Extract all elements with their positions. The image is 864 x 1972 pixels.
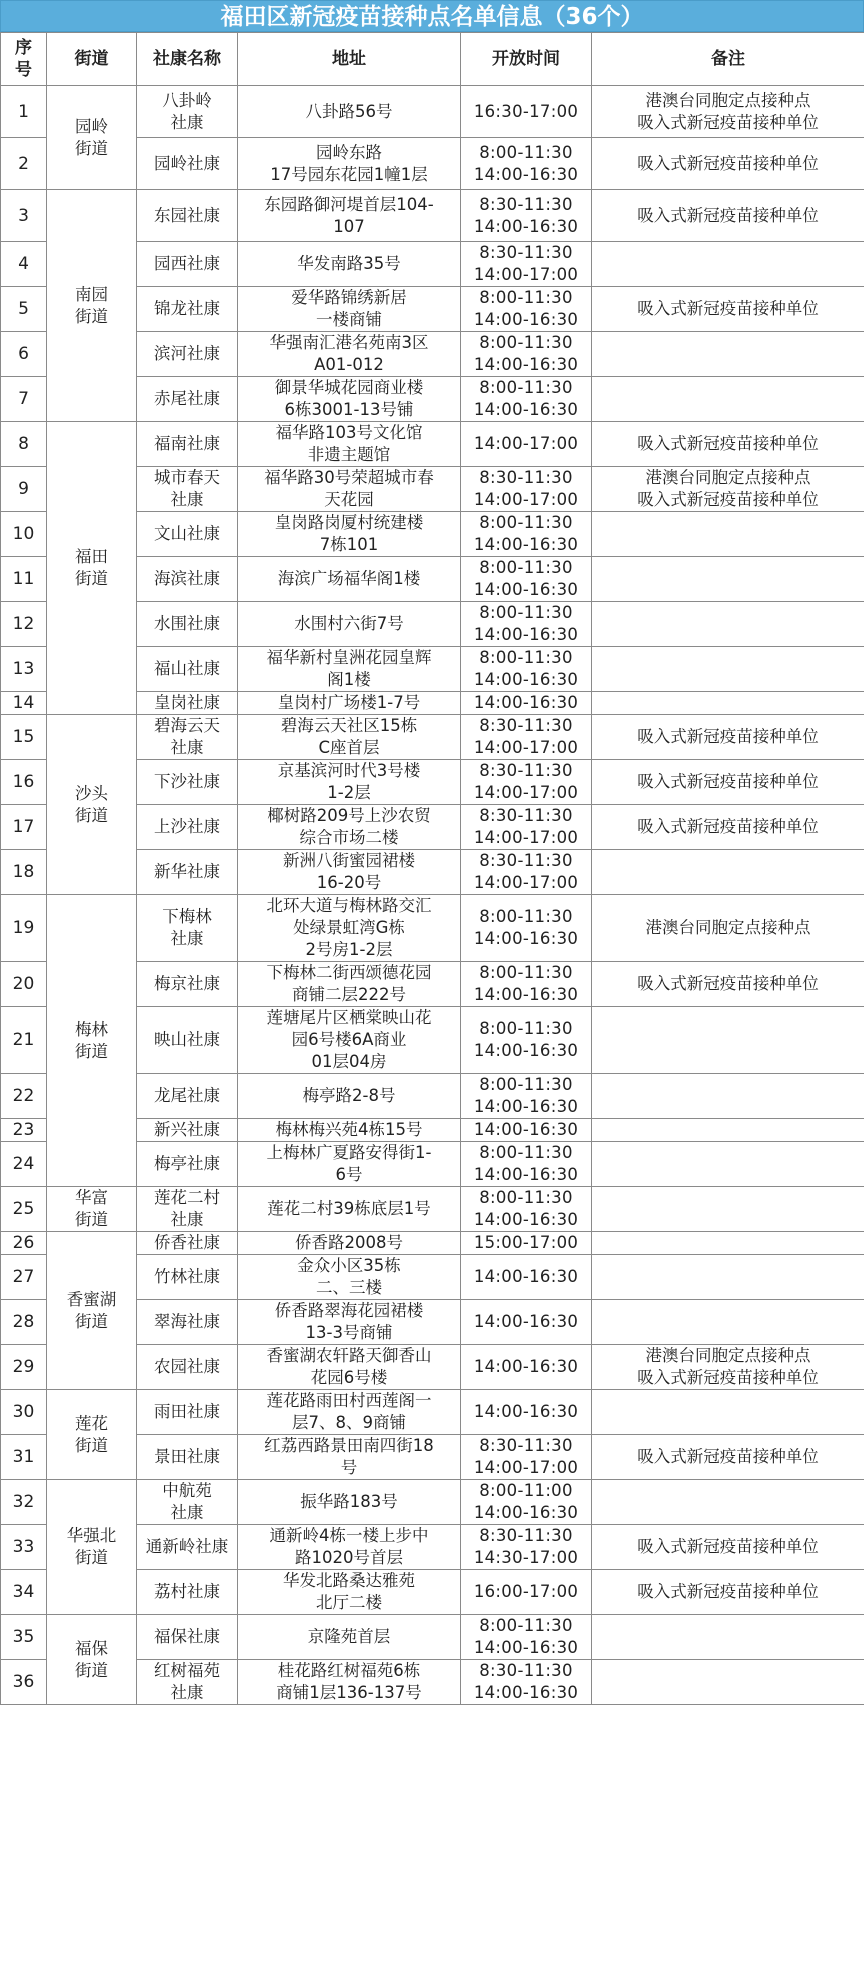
open-hours: 8:00-11:30 14:00-16:30 [461,602,592,647]
open-hours: 8:30-11:30 14:00-16:30 [461,1660,592,1705]
row-index: 12 [1,602,47,647]
site-name: 景田社康 [137,1435,238,1480]
site-name: 滨河社康 [137,332,238,377]
open-hours: 14:00-16:30 [461,1255,592,1300]
site-note [592,377,864,422]
site-note [592,1255,864,1300]
site-address: 侨香路翠海花园裙楼 13-3号商铺 [238,1300,461,1345]
site-note [592,602,864,647]
row-index: 9 [1,467,47,512]
site-name: 上沙社康 [137,805,238,850]
site-note [592,1187,864,1232]
site-address: 海滨广场福华阁1楼 [238,557,461,602]
site-name: 莲花二村 社康 [137,1187,238,1232]
site-note [592,1119,864,1142]
site-note: 吸入式新冠疫苗接种单位 [592,190,864,242]
site-address: 香蜜湖农轩路天御香山 花园6号楼 [238,1345,461,1390]
site-note: 吸入式新冠疫苗接种单位 [592,760,864,805]
row-index: 28 [1,1300,47,1345]
row-index: 21 [1,1007,47,1074]
site-address: 上梅林广夏路安得街1- 6号 [238,1142,461,1187]
table-row [1,86,864,138]
site-name: 荔村社康 [137,1570,238,1615]
row-index: 14 [1,692,47,715]
site-address: 莲花路雨田村西莲阁一 层7、8、9商铺 [238,1390,461,1435]
open-hours: 14:00-16:30 [461,1119,592,1142]
site-note: 港澳台同胞定点接种点 [592,895,864,962]
site-name: 梅亭社康 [137,1142,238,1187]
open-hours: 8:00-11:30 14:00-16:30 [461,895,592,962]
open-hours: 8:00-11:00 14:00-16:30 [461,1480,592,1525]
open-hours: 8:30-11:30 14:00-17:00 [461,715,592,760]
open-hours: 8:00-11:30 14:00-16:30 [461,512,592,557]
row-index: 3 [1,190,47,242]
site-address: 梅亭路2-8号 [238,1074,461,1119]
site-name: 农园社康 [137,1345,238,1390]
site-name: 红树福苑 社康 [137,1660,238,1705]
street-name: 园岭 街道 [47,86,137,190]
row-index: 31 [1,1435,47,1480]
site-address: 福华新村皇洲花园皇辉 阁1楼 [238,647,461,692]
site-address: 新洲八街蜜园裙楼 16-20号 [238,850,461,895]
row-index: 20 [1,962,47,1007]
site-address: 水围村六街7号 [238,602,461,647]
site-address: 华发南路35号 [238,242,461,287]
site-note [592,1660,864,1705]
row-index: 35 [1,1615,47,1660]
site-note [592,1300,864,1345]
site-address: 莲塘尾片区栖棠映山花 园6号楼6A商业 01层04房 [238,1007,461,1074]
site-name: 园西社康 [137,242,238,287]
site-name: 通新岭社康 [137,1525,238,1570]
table-row [1,190,864,242]
site-note [592,692,864,715]
table-body [1,86,864,1705]
open-hours: 8:00-11:30 14:00-16:30 [461,332,592,377]
site-note: 港澳台同胞定点接种点 吸入式新冠疫苗接种单位 [592,86,864,138]
site-address: 金众小区35栋 二、三楼 [238,1255,461,1300]
row-index: 5 [1,287,47,332]
vaccination-sites-table [0,32,864,1705]
street-name: 华强北 街道 [47,1480,137,1615]
open-hours: 8:30-11:30 14:00-17:00 [461,1435,592,1480]
site-name: 侨香社康 [137,1232,238,1255]
site-name: 下沙社康 [137,760,238,805]
site-name: 龙尾社康 [137,1074,238,1119]
site-address: 福华路103号文化馆 非遗主题馆 [238,422,461,467]
row-index: 29 [1,1345,47,1390]
site-note: 吸入式新冠疫苗接种单位 [592,962,864,1007]
row-index: 36 [1,1660,47,1705]
open-hours: 14:00-16:30 [461,692,592,715]
site-address: 福华路30号荣超城市春 天花园 [238,467,461,512]
open-hours: 8:00-11:30 14:00-16:30 [461,1007,592,1074]
site-address: 御景华城花园商业楼 6栋3001-13号铺 [238,377,461,422]
site-note [592,1615,864,1660]
row-index: 30 [1,1390,47,1435]
table-row [1,1615,864,1660]
open-hours: 8:00-11:30 14:00-16:30 [461,1074,592,1119]
open-hours: 8:30-11:30 14:00-17:00 [461,850,592,895]
site-address: 八卦路56号 [238,86,461,138]
row-index: 15 [1,715,47,760]
site-note: 港澳台同胞定点接种点 吸入式新冠疫苗接种单位 [592,467,864,512]
site-note [592,1480,864,1525]
page-title: 福田区新冠疫苗接种点名单信息（36个） [0,0,864,32]
site-note [592,1232,864,1255]
row-index: 17 [1,805,47,850]
row-index: 11 [1,557,47,602]
row-index: 18 [1,850,47,895]
row-index: 19 [1,895,47,962]
open-hours: 14:00-16:30 [461,1300,592,1345]
site-name: 翠海社康 [137,1300,238,1345]
row-index: 10 [1,512,47,557]
site-note [592,1142,864,1187]
site-note [592,1007,864,1074]
open-hours: 15:00-17:00 [461,1232,592,1255]
street-name: 福田 街道 [47,422,137,715]
open-hours: 8:30-11:30 14:00-17:00 [461,760,592,805]
site-address: 皇岗村广场楼1-7号 [238,692,461,715]
row-index: 2 [1,138,47,190]
site-address: 红荔西路景田南四街18 号 [238,1435,461,1480]
site-address: 皇岗路岗厦村统建楼 7栋101 [238,512,461,557]
open-hours: 8:00-11:30 14:00-16:30 [461,647,592,692]
site-address: 华强南汇港名苑南3区 A01-012 [238,332,461,377]
open-hours: 16:00-17:00 [461,1570,592,1615]
site-name: 新兴社康 [137,1119,238,1142]
site-name: 锦龙社康 [137,287,238,332]
site-note [592,512,864,557]
site-address: 椰树路209号上沙农贸 综合市场二楼 [238,805,461,850]
site-name: 皇岗社康 [137,692,238,715]
site-address: 通新岭4栋一楼上步中 路1020号首层 [238,1525,461,1570]
header-note: 备注 [592,33,864,86]
row-index: 6 [1,332,47,377]
site-name: 中航苑 社康 [137,1480,238,1525]
open-hours: 8:00-11:30 14:00-16:30 [461,1615,592,1660]
open-hours: 8:00-11:30 14:00-16:30 [461,377,592,422]
site-address: 桂花路红树福苑6栋 商铺1层136-137号 [238,1660,461,1705]
site-note: 吸入式新冠疫苗接种单位 [592,1570,864,1615]
site-note [592,332,864,377]
site-note: 吸入式新冠疫苗接种单位 [592,1435,864,1480]
site-note [592,242,864,287]
site-name: 雨田社康 [137,1390,238,1435]
table-row [1,1187,864,1232]
row-index: 33 [1,1525,47,1570]
header-row [1,33,864,86]
site-note [592,1074,864,1119]
street-name: 南园 街道 [47,190,137,422]
site-note: 港澳台同胞定点接种点 吸入式新冠疫苗接种单位 [592,1345,864,1390]
open-hours: 14:00-17:00 [461,422,592,467]
street-name: 梅林 街道 [47,895,137,1187]
open-hours: 16:30-17:00 [461,86,592,138]
site-name: 福南社康 [137,422,238,467]
header-street: 街道 [47,33,137,86]
header-hours: 开放时间 [461,33,592,86]
site-name: 八卦岭 社康 [137,86,238,138]
site-note: 吸入式新冠疫苗接种单位 [592,715,864,760]
street-name: 莲花 街道 [47,1390,137,1480]
site-address: 华发北路桑达雅苑 北厅二楼 [238,1570,461,1615]
open-hours: 8:00-11:30 14:00-16:30 [461,1142,592,1187]
site-name: 赤尾社康 [137,377,238,422]
open-hours: 14:00-16:30 [461,1390,592,1435]
row-index: 1 [1,86,47,138]
row-index: 23 [1,1119,47,1142]
site-address: 京隆苑首层 [238,1615,461,1660]
open-hours: 8:00-11:30 14:00-16:30 [461,962,592,1007]
row-index: 32 [1,1480,47,1525]
row-index: 25 [1,1187,47,1232]
table-row [1,895,864,962]
table-row [1,715,864,760]
site-name: 城市春天 社康 [137,467,238,512]
site-note: 吸入式新冠疫苗接种单位 [592,138,864,190]
site-address: 碧海云天社区15栋 C座首层 [238,715,461,760]
site-note [592,1390,864,1435]
site-note: 吸入式新冠疫苗接种单位 [592,805,864,850]
open-hours: 8:30-11:30 14:30-17:00 [461,1525,592,1570]
header-site: 社康名称 [137,33,238,86]
site-address: 下梅林二街西颂德花园 商铺二层222号 [238,962,461,1007]
site-name: 文山社康 [137,512,238,557]
site-note: 吸入式新冠疫苗接种单位 [592,287,864,332]
open-hours: 8:00-11:30 14:00-16:30 [461,1187,592,1232]
site-address: 莲花二村39栋底层1号 [238,1187,461,1232]
site-address: 东园路御河堤首层104- 107 [238,190,461,242]
open-hours: 8:00-11:30 14:00-16:30 [461,287,592,332]
open-hours: 8:30-11:30 14:00-16:30 [461,190,592,242]
row-index: 4 [1,242,47,287]
street-name: 香蜜湖 街道 [47,1232,137,1390]
site-address: 梅林梅兴苑4栋15号 [238,1119,461,1142]
site-note: 吸入式新冠疫苗接种单位 [592,422,864,467]
table-row [1,1390,864,1435]
site-name: 映山社康 [137,1007,238,1074]
header-idx: 序 号 [1,33,47,86]
row-index: 26 [1,1232,47,1255]
row-index: 22 [1,1074,47,1119]
site-address: 振华路183号 [238,1480,461,1525]
row-index: 8 [1,422,47,467]
site-name: 福山社康 [137,647,238,692]
header-address: 地址 [238,33,461,86]
site-address: 园岭东路 17号园东花园1幢1层 [238,138,461,190]
site-address: 爱华路锦绣新居 一楼商铺 [238,287,461,332]
site-name: 新华社康 [137,850,238,895]
row-index: 16 [1,760,47,805]
table-row [1,422,864,467]
site-name: 下梅林 社康 [137,895,238,962]
row-index: 27 [1,1255,47,1300]
row-index: 7 [1,377,47,422]
row-index: 34 [1,1570,47,1615]
site-note: 吸入式新冠疫苗接种单位 [592,1525,864,1570]
site-name: 福保社康 [137,1615,238,1660]
street-name: 福保 街道 [47,1615,137,1705]
site-note [592,850,864,895]
site-note [592,647,864,692]
open-hours: 8:30-11:30 14:00-17:00 [461,467,592,512]
site-note [592,557,864,602]
site-name: 水围社康 [137,602,238,647]
site-name: 碧海云天 社康 [137,715,238,760]
site-address: 京基滨河时代3号楼 1-2层 [238,760,461,805]
table-row [1,1232,864,1255]
street-name: 沙头 街道 [47,715,137,895]
site-name: 梅京社康 [137,962,238,1007]
site-name: 东园社康 [137,190,238,242]
open-hours: 8:00-11:30 14:00-16:30 [461,557,592,602]
site-name: 海滨社康 [137,557,238,602]
row-index: 24 [1,1142,47,1187]
table-row [1,1480,864,1525]
open-hours: 14:00-16:30 [461,1345,592,1390]
open-hours: 8:00-11:30 14:00-16:30 [461,138,592,190]
row-index: 13 [1,647,47,692]
site-address: 北环大道与梅林路交汇 处绿景虹湾G栋 2号房1-2层 [238,895,461,962]
site-name: 园岭社康 [137,138,238,190]
site-name: 竹林社康 [137,1255,238,1300]
site-address: 侨香路2008号 [238,1232,461,1255]
open-hours: 8:30-11:30 14:00-17:00 [461,242,592,287]
open-hours: 8:30-11:30 14:00-17:00 [461,805,592,850]
street-name: 华富 街道 [47,1187,137,1232]
